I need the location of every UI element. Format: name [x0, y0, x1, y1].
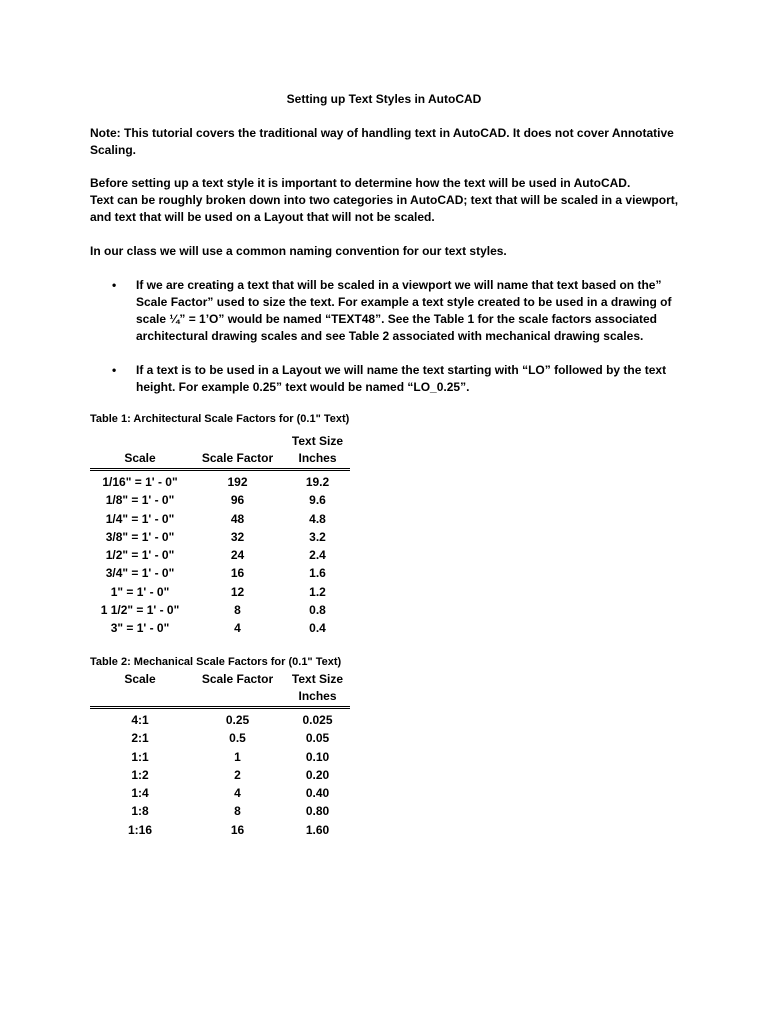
text-size-cell: 0.20	[305, 767, 330, 782]
text-size-cell: 0.40	[305, 786, 330, 801]
factor-cell: 48	[230, 511, 245, 526]
scale-cell: 1 1/2" = 1' - 0"	[100, 603, 180, 618]
text-size-cell: 3.2	[309, 529, 326, 544]
factor-cell: 24	[230, 548, 245, 563]
bullet-item	[112, 362, 672, 396]
scale-cell: 2:1	[131, 731, 149, 746]
scale-cell: 1:8	[131, 804, 149, 819]
scale-cell: 1/4" = 1' - 0"	[105, 511, 175, 526]
table-row	[90, 510, 350, 528]
text-size-cell: 0.05	[305, 731, 330, 746]
factor-cell: 1	[234, 749, 241, 764]
scale-cell: 3/4" = 1' - 0"	[105, 566, 175, 581]
note-paragraph: Note: This tutorial covers the traditional way of handling text in AutoCAD. It does not cover Annotative Scaling.	[90, 126, 674, 157]
table2-header-size-line2: Inches	[298, 689, 337, 703]
factor-cell: 0.5	[229, 731, 246, 746]
bullet-text: If we are creating a text that will be scaled in a viewport we will name that text based on the” Scale Factor” used to size the text. For example a text style created to be used in a drawing of scale ¼” = 1’O” would be named “TEXT48”. See the Table 1 for the scale factors associated architectural drawing scales and see Table 2 associated with mechanical drawing scales.	[136, 278, 672, 343]
text-size-cell: 0.8	[309, 603, 326, 618]
bullet-icon: •	[112, 363, 117, 377]
factor-cell: 4	[234, 786, 241, 801]
text-size-cell: 0.80	[305, 804, 330, 819]
table-row	[90, 473, 350, 491]
factor-cell: 0.25	[225, 713, 250, 727]
scale-cell: 1" = 1' - 0"	[110, 584, 170, 599]
text-size-cell: 4.8	[309, 511, 326, 526]
table2-header-scale: Scale	[124, 672, 156, 686]
table1-header-rule	[90, 468, 350, 471]
table-row	[90, 802, 350, 820]
table-row	[90, 583, 350, 601]
bullet-icon: •	[112, 278, 117, 292]
table-row	[90, 766, 350, 784]
factor-cell: 16	[230, 566, 245, 581]
page-title: Setting up Text Styles in AutoCAD	[286, 92, 482, 106]
table1-body	[90, 473, 350, 638]
text-size-cell: 0.10	[305, 749, 330, 764]
factor-cell: 4	[234, 621, 241, 636]
scale-cell: 3/8" = 1' - 0"	[105, 529, 175, 544]
text-size-cell: 1.6	[309, 566, 326, 581]
table2-header	[90, 671, 350, 705]
intro-line-1: Before setting up a text style it is important to determine how the text will be used in AutoCAD.	[90, 176, 631, 190]
scale-cell: 1:4	[131, 786, 149, 801]
table2-body	[90, 711, 350, 839]
table-row	[90, 748, 350, 766]
factor-cell: 16	[230, 822, 245, 837]
table1-header-size-line2: Inches	[298, 451, 337, 465]
text-size-cell: 0.025	[302, 713, 333, 727]
factor-cell: 192	[227, 475, 248, 489]
scale-cell: 1/2" = 1' - 0"	[105, 548, 175, 563]
table2-header-rule	[90, 706, 350, 709]
table2-header-factor: Scale Factor	[201, 672, 274, 686]
table-row	[90, 821, 350, 839]
table1-header	[90, 433, 350, 467]
table1-caption: Table 1: Architectural Scale Factors for (0.1" Text)	[90, 413, 350, 425]
table1-header-size-line1: Text Size	[291, 434, 344, 448]
table-row	[90, 711, 350, 729]
table-row	[90, 564, 350, 582]
factor-cell: 8	[234, 603, 241, 618]
factor-cell: 32	[230, 529, 245, 544]
scale-cell: 3" = 1' - 0"	[110, 621, 170, 636]
scale-cell: 1/8" = 1' - 0"	[105, 493, 175, 508]
text-size-cell: 1.60	[305, 822, 330, 837]
text-size-cell: 1.2	[309, 584, 326, 599]
table-row	[90, 546, 350, 564]
table2	[90, 671, 350, 839]
bullet-text: If a text is to be used in a Layout we will name the text starting with “LO” followed by the text height. For example 0.25” text would be named “LO_0.25”.	[136, 363, 667, 394]
scale-cell: 1/16" = 1' - 0"	[102, 475, 178, 489]
factor-cell: 2	[234, 767, 241, 782]
table2-header-size-line1: Text Size	[291, 672, 344, 686]
bullet-item	[112, 277, 672, 345]
scale-cell: 1:1	[131, 749, 149, 764]
factor-cell: 96	[230, 493, 245, 508]
table1-header-factor: Scale Factor	[201, 451, 274, 465]
intro-line-2: Text can be roughly broken down into two categories in AutoCAD; text that will be scaled in a viewport, and text that will be used on a Layout that will not be scaled.	[90, 193, 679, 224]
text-size-cell: 2.4	[309, 548, 326, 563]
text-size-cell: 19.2	[305, 475, 330, 489]
text-size-cell: 9.6	[309, 493, 326, 508]
table1	[90, 433, 350, 638]
table-row	[90, 528, 350, 546]
scale-cell: 4:1	[131, 713, 149, 727]
table-row	[90, 784, 350, 802]
table1-header-scale: Scale	[124, 451, 156, 465]
convention-paragraph: In our class we will use a common naming convention for our text styles.	[90, 244, 507, 258]
text-size-cell: 0.4	[309, 621, 326, 636]
table-row	[90, 619, 350, 637]
scale-cell: 1:2	[131, 767, 149, 782]
table-row	[90, 601, 350, 619]
factor-cell: 12	[230, 584, 245, 599]
scale-cell: 1:16	[127, 822, 153, 837]
table-row	[90, 491, 350, 509]
factor-cell: 8	[234, 804, 241, 819]
table-row	[90, 729, 350, 747]
table2-caption: Table 2: Mechanical Scale Factors for (0.1" Text)	[90, 656, 342, 668]
